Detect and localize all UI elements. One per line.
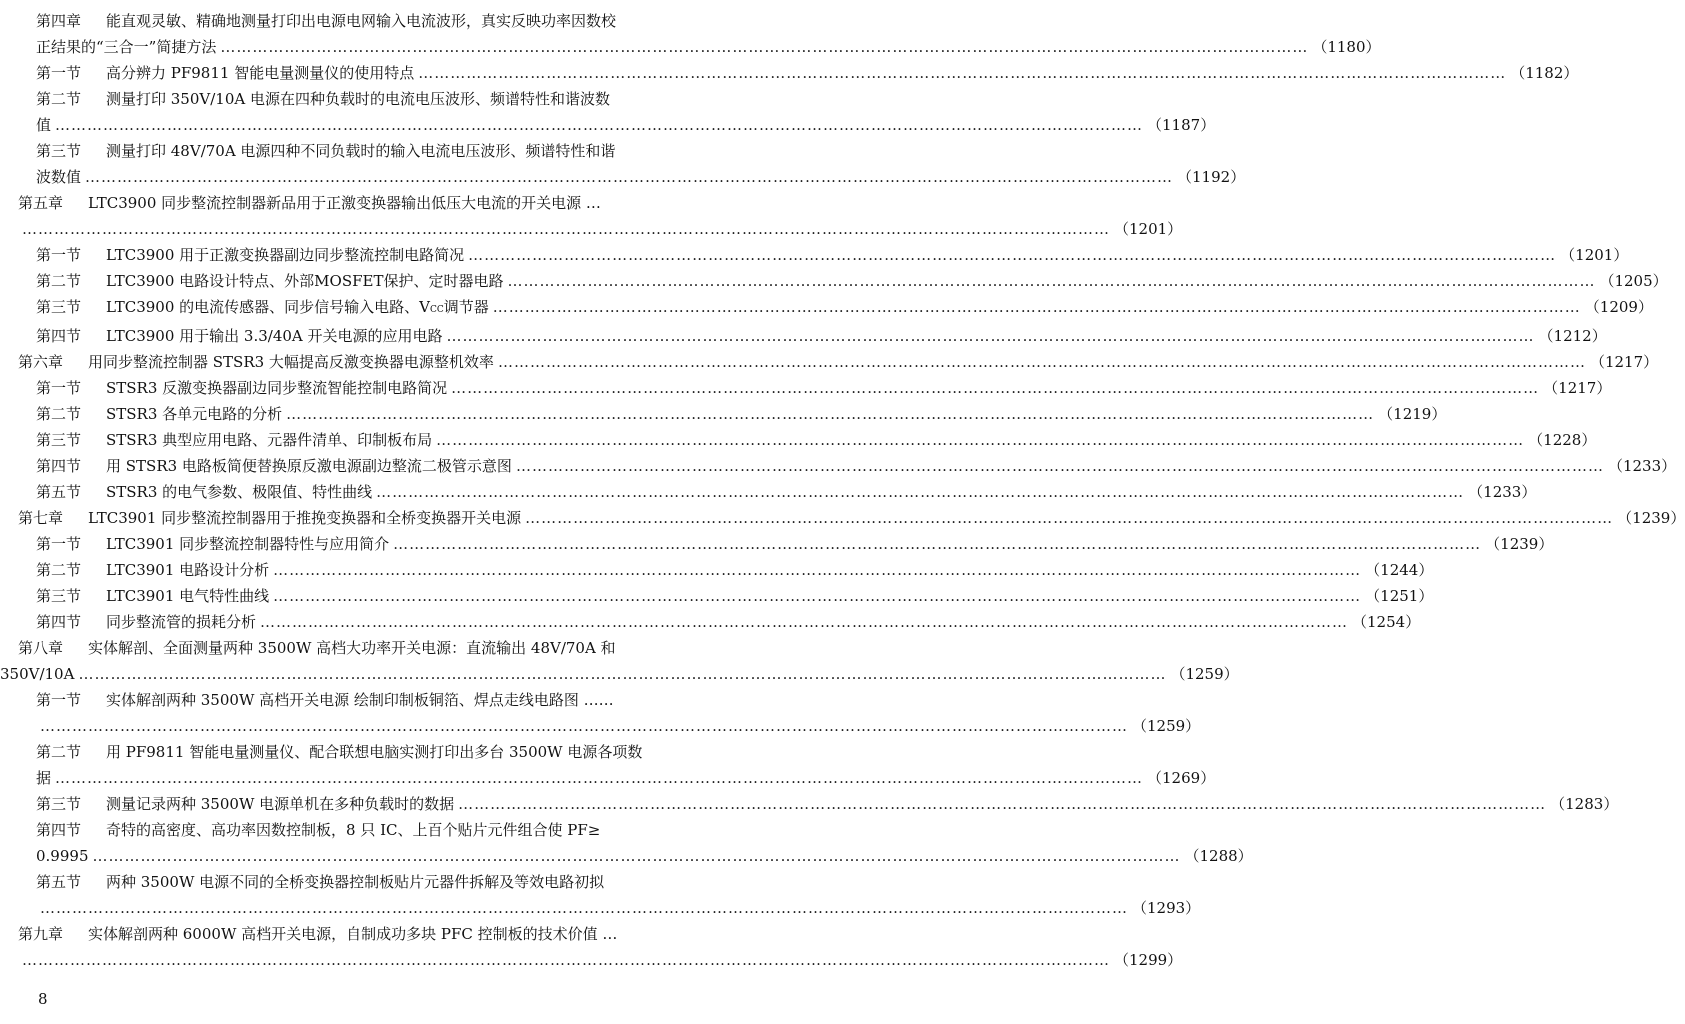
leader-dots: [458, 791, 1546, 817]
toc-section-entry: [0, 583, 1434, 609]
toc-section-entry: [0, 8, 1381, 60]
toc-chapter-entry: [0, 921, 1183, 973]
toc-page-number: （1205）: [1599, 272, 1668, 290]
toc-section-entry: [0, 375, 1612, 401]
leader-dots: [286, 401, 1374, 427]
toc-page-number: （1233）: [1607, 457, 1677, 475]
toc-section-entry: [0, 531, 1554, 557]
toc-section-entry: [0, 817, 1253, 869]
toc-section-entry: [0, 138, 1246, 190]
toc-section-entry: [0, 453, 1677, 479]
toc-page-number: （1217）: [1589, 353, 1659, 371]
toc-page-number: （1201）: [1114, 220, 1183, 238]
leader-dots: [376, 479, 1464, 505]
leader-dots: [93, 843, 1181, 869]
toc-entry-number: 第九章: [18, 925, 64, 943]
leader-dots: [516, 453, 1604, 479]
toc-entry-number: 第四章: [36, 12, 82, 30]
toc-section-entry: [0, 479, 1537, 505]
toc-chapter-entry: [0, 349, 1659, 375]
toc-page-number: （1219）: [1378, 405, 1447, 423]
toc-entry-number: 第五章: [18, 194, 64, 212]
toc-entry-number: 第三节: [36, 795, 82, 813]
toc-entry-title: LTC3900 用于正激变换器副边同步整流控制电路简况: [106, 246, 465, 264]
toc-section-entry: [0, 86, 1216, 138]
toc-section-entry: [0, 294, 1653, 323]
toc-entry-number: 第二节: [36, 90, 82, 108]
toc-page-number: （1187）: [1147, 116, 1216, 134]
subscript-text: CC: [430, 305, 444, 315]
toc-page-number: （1293）: [1132, 899, 1201, 917]
toc-entry-title: 同步整流管的损耗分析: [106, 613, 257, 631]
toc-entry-title-continued: 波数值: [36, 168, 82, 186]
toc-entry-title: LTC3901 同步整流控制器用于推挽变换器和全桥变换器开关电源: [88, 509, 522, 527]
leader-dots: [220, 34, 1308, 60]
leader-dots: [273, 583, 1361, 609]
toc-entry-title-continued: 据: [36, 769, 52, 787]
toc-entry-number: 第一节: [36, 379, 82, 397]
toc-entry-number: 第六章: [18, 353, 64, 371]
toc-section-entry: [0, 401, 1447, 427]
leader-dots: [498, 349, 1586, 375]
toc-entry-number: 第四节: [36, 327, 82, 345]
toc-entry-number: 第四节: [36, 457, 82, 475]
toc-chapter-entry: [0, 505, 1685, 531]
toc-entry-title: LTC3901 电气特性曲线: [106, 587, 270, 605]
toc-section-entry: [0, 557, 1434, 583]
toc-entry-number: 第一节: [36, 691, 82, 709]
leader-dots: [260, 609, 1348, 635]
toc-entry-title-tail: 调节器: [443, 298, 489, 316]
toc-entry-number: 第三节: [36, 431, 82, 449]
toc-page-number: （1288）: [1184, 847, 1253, 865]
toc-page-number: （1254）: [1352, 613, 1421, 631]
toc-entry-number: 第四节: [36, 613, 82, 631]
leader-dots: [40, 895, 1128, 921]
toc-entry-title: 实体解剖两种 6000W 高档开关电源，自制成功多块 PFC 控制板的技术价值 …: [88, 925, 618, 943]
toc-page-number: （1259）: [1132, 717, 1201, 735]
toc-section-entry: [0, 60, 1579, 86]
toc-entry-number: 第二节: [36, 405, 82, 423]
toc-section-entry: [0, 427, 1597, 453]
toc-page-number: （1283）: [1550, 795, 1619, 813]
toc-entry-number: 第一节: [36, 535, 82, 553]
leader-dots: [436, 427, 1524, 453]
toc-section-entry: [0, 609, 1421, 635]
toc-entry-title-continued: 正结果的“三合一”简捷方法: [36, 38, 217, 56]
toc-entry-title: LTC3901 电路设计分析: [106, 561, 270, 579]
toc-page-number: （1212）: [1538, 327, 1607, 345]
leader-dots: [507, 268, 1595, 294]
toc-page-number: （1209）: [1584, 298, 1653, 316]
toc-page-number: （1217）: [1543, 379, 1612, 397]
toc-entry-title: 测量打印 48V/70A 电源四种不同负载时的输入电流电压波形、频谱特性和谐: [106, 142, 616, 160]
toc-entry-number: 第三节: [36, 298, 82, 316]
toc-section-entry: [0, 869, 1201, 921]
toc-entry-number: 第二节: [36, 561, 82, 579]
toc-chapter-entry: [0, 635, 1239, 687]
leader-dots: [418, 60, 1506, 86]
toc-page-number: （1228）: [1528, 431, 1597, 449]
toc-entry-title: LTC3900 同步整流控制器新品用于正激变换器输出低压大电流的开关电源 …: [88, 194, 601, 212]
leader-dots: [22, 216, 1110, 242]
toc-entry-number: 第七章: [18, 509, 64, 527]
toc-entry-title: LTC3900 电路设计特点、外部MOSFET保护、定时器电路: [106, 272, 504, 290]
toc-entry-number: 第三节: [36, 142, 82, 160]
toc-entry-title: STSR3 的电气参数、极限值、特性曲线: [106, 483, 373, 501]
toc-page-number: （1239）: [1485, 535, 1554, 553]
toc-page-number: （1182）: [1510, 64, 1579, 82]
toc-page-number: （1299）: [1114, 951, 1183, 969]
leader-dots: [273, 557, 1361, 583]
toc-section-entry: [0, 323, 1607, 349]
toc-entry-title: 用 STSR3 电路板简便替换原反激电源副边整流二极管示意图: [106, 457, 512, 475]
toc-page-number: （1192）: [1177, 168, 1246, 186]
toc-section-entry: [0, 687, 1201, 739]
toc-page-number: （1251）: [1365, 587, 1434, 605]
toc-entry-title: LTC3901 同步整流控制器特性与应用简介: [106, 535, 390, 553]
toc-section-entry: [0, 791, 1619, 817]
toc-entry-title: 两种 3500W 电源不同的全桥变换器控制板贴片元器件拆解及等效电路初拟: [106, 873, 605, 891]
leader-dots: [40, 713, 1128, 739]
leader-dots: [55, 112, 1143, 138]
leader-dots: [525, 505, 1613, 531]
toc-entry-title: STSR3 各单元电路的分析: [106, 405, 283, 423]
toc-entry-title-continued: 值: [36, 116, 52, 134]
toc-entry-title-continued: 350V/10A: [0, 665, 75, 683]
toc-entry-number: 第一节: [36, 246, 82, 264]
leader-dots: [55, 765, 1143, 791]
toc-page-number: （1180）: [1312, 38, 1381, 56]
page-number: 8: [38, 990, 48, 1008]
toc-entry-number: 第五节: [36, 873, 82, 891]
toc-entry-title: LTC3900 用于输出 3.3/40A 开关电源的应用电路: [106, 327, 443, 345]
toc-section-entry: [0, 739, 1216, 791]
toc-page-number: （1233）: [1468, 483, 1537, 501]
toc-entry-number: 第五节: [36, 483, 82, 501]
toc-entry-title: 奇特的高密度、高功率因数控制板，8 只 IC、上百个贴片元件组合使 PF≥: [106, 821, 601, 839]
toc-entry-title: LTC3900 的电流传感器、同步信号输入电路、V: [106, 298, 430, 316]
leader-dots: [22, 947, 1110, 973]
leader-dots: [493, 294, 1581, 320]
leader-dots: [85, 164, 1173, 190]
toc-section-entry: [0, 242, 1629, 268]
toc-entry-title: STSR3 反激变换器副边同步整流智能控制电路简况: [106, 379, 448, 397]
toc-entry-title: 用 PF9811 智能电量测量仪、配合联想电脑实测打印出多台 3500W 电源各项数: [106, 743, 643, 761]
leader-dots: [468, 242, 1556, 268]
toc-entry-number: 第四节: [36, 821, 82, 839]
leader-dots: [78, 661, 1166, 687]
toc-page-number: （1269）: [1147, 769, 1216, 787]
toc-chapter-entry: [0, 190, 1183, 242]
toc-entry-title: 用同步整流控制器 STSR3 大幅提高反激变换器电源整机效率: [88, 353, 494, 371]
toc-entry-title: 测量打印 350V/10A 电源在四种负载时的电流电压波形、频谱特性和谐波数: [106, 90, 610, 108]
toc-entry-number: 第八章: [18, 639, 64, 657]
toc-section-entry: [0, 268, 1668, 294]
toc-entry-number: 第一节: [36, 64, 82, 82]
toc-entry-title: 高分辨力 PF9811 智能电量测量仪的使用特点: [106, 64, 415, 82]
toc-page-number: （1201）: [1560, 246, 1629, 264]
toc-entry-number: 第二节: [36, 743, 82, 761]
toc-entry-title: 实体解剖两种 3500W 高档开关电源 绘制印制板铜箔、焊点走线电路图 ……: [106, 691, 614, 709]
toc-entry-title-continued: 0.9995: [36, 847, 89, 865]
toc-page-number: （1259）: [1170, 665, 1239, 683]
toc-entry-number: 第二节: [36, 272, 82, 290]
table-of-contents: [0, 8, 1685, 973]
toc-page-number: （1239）: [1617, 509, 1685, 527]
leader-dots: [451, 375, 1539, 401]
toc-entry-title: 能直观灵敏、精确地测量打印出电源电网输入电流波形，真实反映功率因数校: [106, 12, 617, 30]
toc-entry-title: 实体解剖、全面测量两种 3500W 高档大功率开关电源：直流输出 48V/70A 和: [88, 639, 616, 657]
toc-entry-title: STSR3 典型应用电路、元器件清单、印制板布局: [106, 431, 433, 449]
leader-dots: [393, 531, 1481, 557]
toc-page-number: （1244）: [1365, 561, 1434, 579]
leader-dots: [447, 323, 1535, 349]
toc-entry-number: 第三节: [36, 587, 82, 605]
toc-entry-title: 测量记录两种 3500W 电源单机在多种负载时的数据: [106, 795, 455, 813]
